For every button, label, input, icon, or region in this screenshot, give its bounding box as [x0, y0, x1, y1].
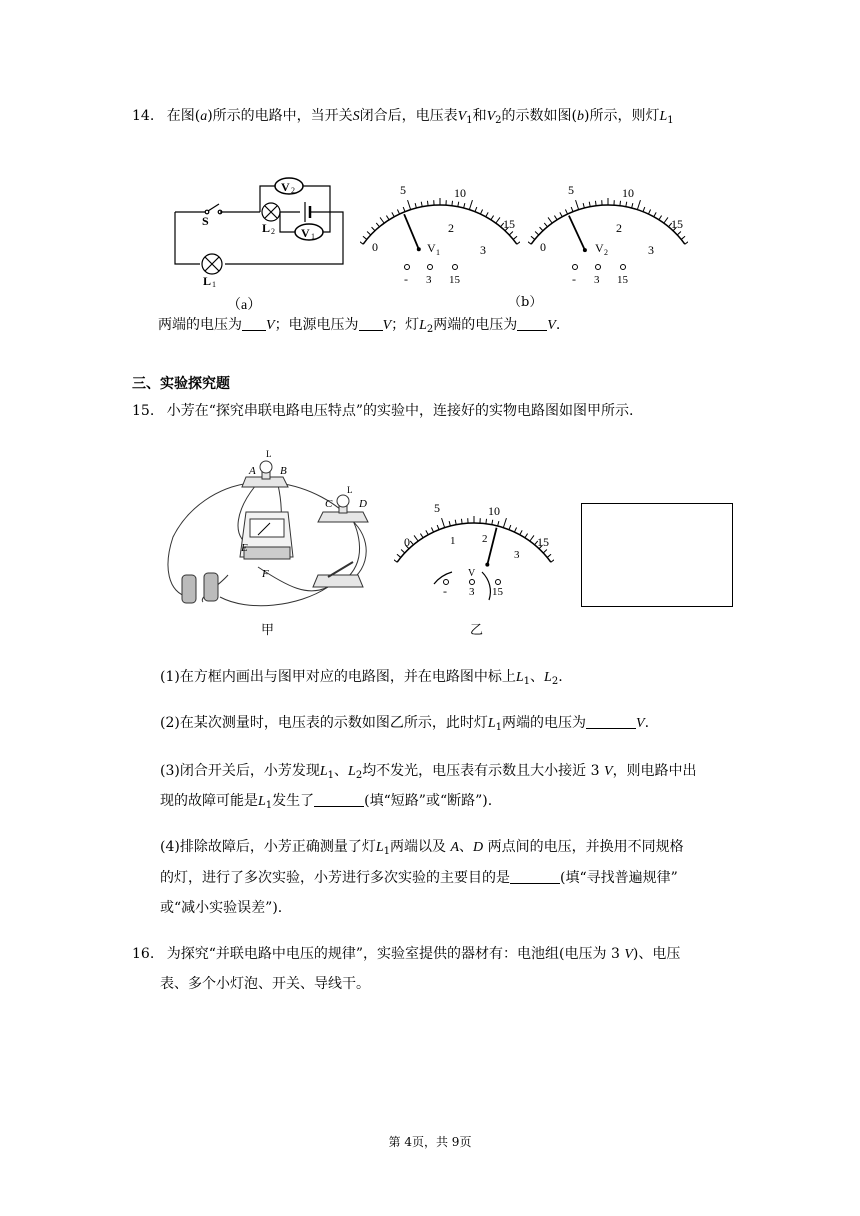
terminal-label: 3 [469, 586, 475, 598]
meter-tick [643, 207, 645, 212]
meter-tick [442, 518, 445, 528]
meter-tick [486, 212, 488, 216]
meter-tick [421, 202, 422, 207]
var-l: L [258, 794, 266, 809]
question-15-part-4-line-2 [160, 871, 678, 885]
subscript: 1 [383, 846, 391, 857]
question-number: 16. [132, 946, 155, 962]
meter-v1-label: V [301, 226, 310, 240]
meter-name: V [595, 241, 604, 255]
terminal-label: - [572, 272, 576, 286]
text: 两端以及 [390, 839, 447, 855]
meter-tick [517, 238, 520, 244]
text: . [558, 669, 563, 685]
text: )所示的电路中，当开关 [207, 108, 353, 124]
meter-tick [496, 217, 500, 223]
text: 的灯，进行了多次实验，小芳进行多次实验的主要目的是 [160, 870, 510, 886]
answer-blank[interactable] [586, 716, 636, 729]
tick-label: 15 [671, 217, 683, 231]
question-15-intro [132, 404, 633, 418]
text: (填“寻找普遍规律” [560, 870, 678, 886]
meter-tick [571, 207, 573, 212]
section-title: 三、实验探究题 [132, 376, 230, 392]
meter-needle-head [485, 563, 489, 567]
meter-tick [403, 207, 405, 212]
meter-scale [394, 516, 554, 567]
text: 、 [530, 669, 545, 685]
meter-tick [551, 556, 554, 562]
meter-needle [487, 528, 496, 565]
meter-tick [535, 232, 539, 235]
text: 两端的电压为 [502, 715, 587, 731]
lamp-l1-label: L [203, 274, 212, 288]
tick-label: 5 [434, 501, 440, 515]
var-v2: V [486, 109, 496, 124]
meter-name-sub: 2 [604, 248, 608, 257]
voltmeter-v2 [528, 182, 688, 292]
meter-scale [360, 198, 520, 251]
meter-tick [394, 556, 397, 562]
tick-label: 15 [537, 535, 549, 549]
subscript: 2 [495, 115, 502, 126]
meter-v2-label: V [281, 180, 290, 194]
meter-tick [543, 550, 547, 553]
subscript: 1 [495, 722, 503, 733]
text: . [644, 715, 650, 731]
subscript: 2 [355, 770, 363, 781]
meter-tick [509, 232, 513, 235]
tick-label: 0 [404, 535, 410, 549]
meter-tick [410, 541, 413, 545]
meter-tick [372, 227, 375, 231]
text: 两端的电压为 [158, 317, 242, 333]
unit: V [547, 318, 556, 333]
meter-tick [654, 212, 656, 216]
meter-tick [367, 232, 371, 235]
question-16-line-1 [132, 947, 680, 962]
subscript: 2 [551, 676, 559, 687]
subscript: 1 [667, 115, 674, 126]
unit: V [382, 318, 392, 333]
answer-blank[interactable] [242, 318, 266, 331]
meter-tick [480, 210, 482, 215]
voltmeter-yi [394, 500, 554, 610]
meter-tick [514, 528, 516, 533]
question-14-line-2 [158, 318, 560, 335]
text: 两端的电压为 [433, 317, 518, 333]
meter-name-sub: 1 [436, 248, 440, 257]
meter-tick [620, 201, 621, 206]
text: (填“短路”或“断路”). [364, 793, 493, 809]
text: 均不发光，电压表有示数且大小接近 3 [362, 763, 600, 779]
meter-tick [363, 236, 367, 239]
text: 的示数如图( [501, 108, 577, 124]
meter-tick [392, 212, 394, 216]
unit: V [624, 947, 633, 962]
label-d: D [359, 498, 367, 510]
subscript: 2 [426, 324, 434, 335]
text: (2)在某次测量时，电压表的示数如图乙所示，此时灯 [160, 715, 488, 731]
tick-label: 3 [514, 549, 520, 561]
meter-tick [554, 216, 557, 220]
question-14-line-1 [132, 109, 674, 126]
var-a: a [200, 109, 208, 124]
meter-tick [565, 210, 567, 215]
tick-label: 15 [503, 217, 515, 231]
meter-tick [452, 201, 453, 206]
tick-label: 0 [372, 240, 378, 254]
meter-tick [576, 200, 579, 210]
tick-label: 2 [616, 221, 622, 235]
meter-tick [464, 203, 465, 208]
label-l2: L [347, 485, 353, 495]
text: 发生了 [272, 793, 315, 809]
text: (4)排除故障后，小芳正确测量了灯 [160, 839, 376, 855]
point-d: D [473, 840, 484, 855]
answer-blank[interactable] [359, 318, 383, 331]
meter-needle [569, 216, 585, 250]
meter-tick [376, 223, 379, 227]
subscript: 1 [265, 800, 273, 811]
subscript: 1 [327, 770, 335, 781]
var-l: L [319, 764, 328, 779]
apparatus-figure-jia [158, 447, 380, 615]
figure-yi-caption: 乙 [470, 623, 484, 638]
page-footer: 第 4页，共 9页 [388, 1135, 472, 1149]
meter-tick [528, 238, 531, 244]
meter-tick [540, 227, 543, 231]
meter-tick [461, 519, 462, 524]
question-15-part-3-line-2 [160, 794, 492, 811]
meter-scale [528, 198, 688, 252]
label-a: A [249, 465, 256, 477]
terminal-label: 15 [617, 274, 628, 286]
meter-tick [414, 535, 418, 541]
question-16-line-2: 表、多个小灯泡、开关、导线干。 [160, 976, 370, 992]
tick-label: 2 [482, 533, 488, 545]
text: 在图( [166, 108, 201, 124]
text: 小芳在“探究串联电路电压特点”的实验中，连接好的实物电路图如图甲所示. [166, 403, 634, 419]
meter-tick [685, 238, 688, 244]
subscript: 2 [271, 227, 275, 236]
meter-tick [513, 236, 517, 239]
meter-tick [380, 217, 384, 223]
text: 、 [334, 763, 349, 779]
meter-tick [386, 216, 389, 220]
meter-tick [408, 200, 411, 210]
var-l: L [375, 840, 384, 855]
unit: V [266, 318, 275, 333]
meter-tick [420, 534, 423, 538]
text: 闭合后，电压表 [359, 108, 458, 124]
label-l1: L [266, 449, 272, 459]
meter-tick [437, 525, 439, 530]
terminal-label: 15 [449, 274, 460, 286]
tick-label: 0 [540, 240, 546, 254]
meter-tick [547, 554, 551, 557]
terminal-label: - [443, 584, 447, 598]
question-15-part-4-line-1 [160, 840, 684, 857]
tick-label: 5 [568, 183, 574, 197]
text: 、 [459, 839, 474, 855]
var-s: S [352, 109, 360, 124]
meter-tick [498, 521, 499, 526]
meter-tick [589, 202, 590, 207]
answer-blank[interactable] [510, 871, 560, 884]
meter-tick [626, 202, 627, 207]
meter-arc [531, 205, 685, 244]
question-15-part-4-line-3: 或“减小实验误差”). [160, 900, 283, 916]
text: ，则电路中出 [612, 763, 697, 779]
meter-tick [431, 528, 433, 533]
tick-label: 1 [450, 535, 456, 547]
text: . [555, 317, 561, 333]
var-l2: L [419, 318, 427, 333]
meter-tick [397, 554, 401, 557]
text: 现的故障可能是 [160, 793, 258, 809]
meter-tick [544, 223, 547, 227]
meter-tick [475, 207, 477, 212]
text: (1)在方框内画出与图甲对应的电路图，并在电路图中标上 [160, 669, 516, 685]
meter-tick [681, 236, 685, 239]
meter-tick [659, 216, 662, 220]
question-number: 14. [132, 108, 155, 124]
circuit-diagram-a [165, 172, 355, 317]
meter-tick [560, 212, 562, 216]
var-l: L [515, 670, 524, 685]
meter-tick [415, 203, 416, 208]
question-number: 15. [132, 403, 155, 419]
meter-tick [648, 210, 650, 215]
label-c: C [325, 498, 333, 510]
meter-arc [363, 205, 517, 244]
meter-needle-head [583, 248, 587, 252]
var-l: L [544, 670, 552, 685]
meter-needle [404, 214, 419, 249]
figure-b-caption: （b） [508, 295, 543, 310]
meter-arc [397, 523, 551, 562]
terminal-label: 3 [426, 274, 432, 286]
meter-tick [491, 216, 494, 220]
meter-tick [583, 203, 584, 208]
figure-a-caption: （a） [227, 298, 262, 313]
meter-tick [509, 525, 511, 530]
var-b: b [577, 109, 584, 124]
tick-label: 2 [448, 221, 454, 235]
figure-jia-caption: 甲 [261, 623, 275, 638]
switch-label: S [202, 214, 209, 228]
text: 为探究“并联电路中电压的规律”，实验室提供的器材有：电池组(电压为 3 [166, 946, 620, 962]
meter-tick [449, 521, 450, 526]
text: 两点间的电压，并换用不同规格 [487, 839, 684, 855]
label-e: E [241, 542, 248, 554]
lamp-l2-label: L [262, 221, 271, 235]
var-l: L [487, 716, 496, 731]
text: )所示，则灯 [584, 108, 660, 124]
meter-tick [458, 202, 459, 207]
meter-tick [455, 520, 456, 525]
meter-tick [397, 210, 399, 215]
meter-tick [401, 550, 405, 553]
tick-label: 10 [622, 186, 634, 200]
meter-tick [677, 232, 681, 235]
meter-tick [520, 530, 522, 534]
meter-tick [360, 238, 363, 244]
text: )、电压 [632, 946, 681, 962]
meter-tick [503, 518, 506, 528]
question-15-part-1 [160, 670, 563, 687]
text: (3)闭合开关后，小芳发现 [160, 763, 320, 779]
var-l: L [348, 764, 356, 779]
meter-tick [664, 217, 668, 223]
meter-v-mark: V [468, 568, 476, 579]
subscript: 1 [466, 115, 473, 126]
var-v1: V [457, 109, 467, 124]
answer-blank[interactable] [517, 318, 547, 331]
var-l1: L [659, 109, 668, 124]
meter-name: V [427, 241, 436, 255]
voltmeter-v1 [360, 182, 520, 292]
label-b: B [280, 465, 287, 477]
meter-tick [595, 201, 596, 206]
tick-label: 3 [648, 243, 654, 257]
meter-tick [548, 217, 552, 223]
label-f: F [262, 568, 269, 580]
tick-label: 10 [454, 186, 466, 200]
subscript: 1 [212, 280, 216, 289]
tick-label: 10 [488, 504, 500, 518]
terminal-label: 3 [594, 274, 600, 286]
text: ；电源电压为 [274, 317, 359, 333]
terminal-label: 15 [492, 586, 503, 598]
meter-tick [531, 236, 535, 239]
meter-tick [637, 200, 640, 210]
answer-blank[interactable] [314, 794, 364, 807]
subscript: 2 [291, 186, 295, 195]
meter-tick [530, 535, 534, 541]
meter-tick [525, 534, 528, 538]
unit: V [604, 764, 613, 779]
question-15-part-2 [160, 716, 649, 733]
meter-needle-head [417, 247, 421, 251]
meter-tick [632, 203, 633, 208]
subscript: 1 [311, 232, 315, 241]
meter-tick [486, 519, 487, 524]
meter-tick [426, 530, 428, 534]
point-a: A [450, 840, 460, 855]
question-15-part-3-line-1 [160, 764, 697, 781]
meter-tick [469, 200, 472, 210]
terminal-label: - [404, 272, 408, 286]
text: ；灯 [391, 317, 420, 333]
unit: V [636, 716, 645, 731]
drawing-answer-box[interactable] [581, 503, 733, 607]
subscript: 1 [523, 676, 531, 687]
meter-tick [427, 201, 428, 206]
text: 和 [472, 108, 487, 124]
tick-label: 3 [480, 243, 486, 257]
tick-label: 5 [400, 183, 406, 197]
meter-tick [492, 520, 493, 525]
